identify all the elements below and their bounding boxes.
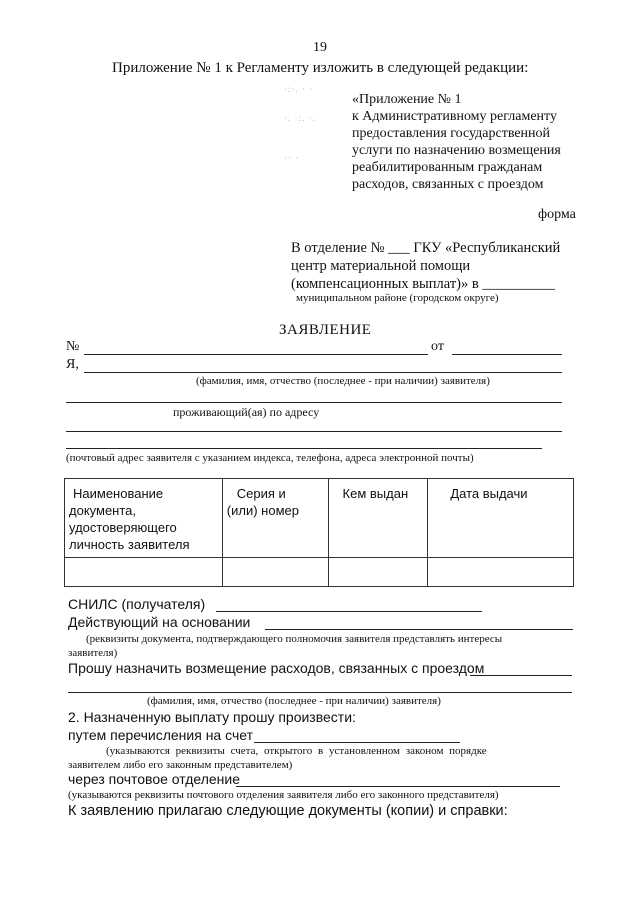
request-field[interactable] <box>470 675 572 676</box>
header-text: Дата выдачи <box>450 486 528 501</box>
address-field[interactable] <box>66 431 562 432</box>
header-text: (или) номер <box>226 503 299 518</box>
fio-caption: (фамилия, имя, отчество (последнее - при наличии) заявителя) <box>196 375 490 387</box>
account-caption-2: заявителем либо его законным представителем) <box>68 759 293 771</box>
appendix-line: реабилитированным гражданам <box>352 160 543 175</box>
post-office-field[interactable] <box>236 786 560 787</box>
basis-field[interactable] <box>265 629 573 630</box>
basis-caption: (реквизиты документа, подтверждающего полномочия заявителя представлять интересы <box>86 633 503 645</box>
header-text: личность заявителя <box>69 537 190 552</box>
appendix-line: услуги по назначению возмещения <box>352 143 561 158</box>
from-label: от <box>431 339 444 354</box>
form-title: ЗАЯВЛЕНИЕ <box>279 322 372 338</box>
snils-field[interactable] <box>216 611 482 612</box>
header-text: Кем выдан <box>342 486 409 501</box>
id-document-table <box>64 478 574 587</box>
header-text: документа, <box>69 503 136 518</box>
appendix-line: к Административному регламенту <box>352 109 557 124</box>
header-text: удостоверяющего <box>69 520 177 535</box>
appendix-line: предоставления государственной <box>352 126 551 141</box>
basis-caption-2: заявителя) <box>68 647 118 659</box>
office-block <box>291 239 560 293</box>
attachments-label: К заявлению прилагаю следующие документы (копии) и справки: <box>68 803 508 819</box>
header-text: Наименование <box>73 486 164 501</box>
basis-label: Действующий на основании <box>68 614 251 630</box>
table-cell[interactable] <box>428 558 574 587</box>
address-field-2[interactable] <box>66 448 542 449</box>
appendix-line: «Приложение № 1 <box>352 92 462 107</box>
payment-heading: 2. Назначенную выплату прошу произвести: <box>68 709 356 725</box>
number-field[interactable] <box>84 354 428 355</box>
date-field[interactable] <box>452 354 562 355</box>
snils-label: СНИЛС (получателя) <box>68 596 206 612</box>
table-header-cell <box>428 479 574 558</box>
account-label: путем перечисления на счет <box>68 727 253 743</box>
request-fio-field[interactable] <box>68 692 572 693</box>
faint-stamp: ·:·. · · <box>284 84 314 94</box>
faint-stamp: ·. ·:. ·. <box>284 113 316 123</box>
table-row <box>65 558 574 587</box>
header-text: Серия и <box>236 486 286 501</box>
faint-stamp: ·· · <box>284 153 300 163</box>
form-label: форма <box>538 207 576 222</box>
intro-text: Приложение № 1 к Регламенту изложить в следующей редакции: <box>112 60 529 76</box>
account-field[interactable] <box>254 742 460 743</box>
table-cell[interactable] <box>328 558 428 587</box>
i-label: Я, <box>66 357 79 372</box>
table-header-cell <box>222 479 328 558</box>
applicant-name-field-2[interactable] <box>66 402 562 403</box>
table-header-row <box>65 479 574 558</box>
table-cell[interactable] <box>222 558 328 587</box>
district-caption: муниципальном районе (городском округе) <box>296 292 499 304</box>
appendix-header <box>352 91 561 193</box>
account-caption: (указываются реквизиты счета, открытого в установленном законом порядке <box>106 745 487 757</box>
request-label: Прошу назначить возмещение расходов, связанных с проездом <box>68 660 485 676</box>
office-line: (компенсационных выплат)» в __________ <box>291 276 555 292</box>
post-label: через почтовое отделение <box>68 771 240 787</box>
table-header-cell <box>328 479 428 558</box>
address-caption: (почтовый адрес заявителя с указанием индекса, телефона, адреса электронной почты) <box>66 452 474 464</box>
appendix-line: расходов, связанных с проездом <box>352 177 544 192</box>
applicant-name-field[interactable] <box>84 372 562 373</box>
table-header-cell <box>65 479 223 558</box>
number-label: № <box>66 339 80 354</box>
residing-caption: проживающий(ая) по адресу <box>173 405 320 419</box>
page-number: 19 <box>313 40 327 55</box>
post-caption: (указываются реквизиты почтового отделения заявителя либо его законного представителя) <box>68 789 499 801</box>
request-fio-caption: (фамилия, имя, отчество (последнее - при наличии) заявителя) <box>147 695 441 707</box>
office-line: центр материальной помощи <box>291 258 471 274</box>
table-cell[interactable] <box>65 558 223 587</box>
office-line: В отделение № ___ ГКУ «Республиканский <box>291 240 561 256</box>
